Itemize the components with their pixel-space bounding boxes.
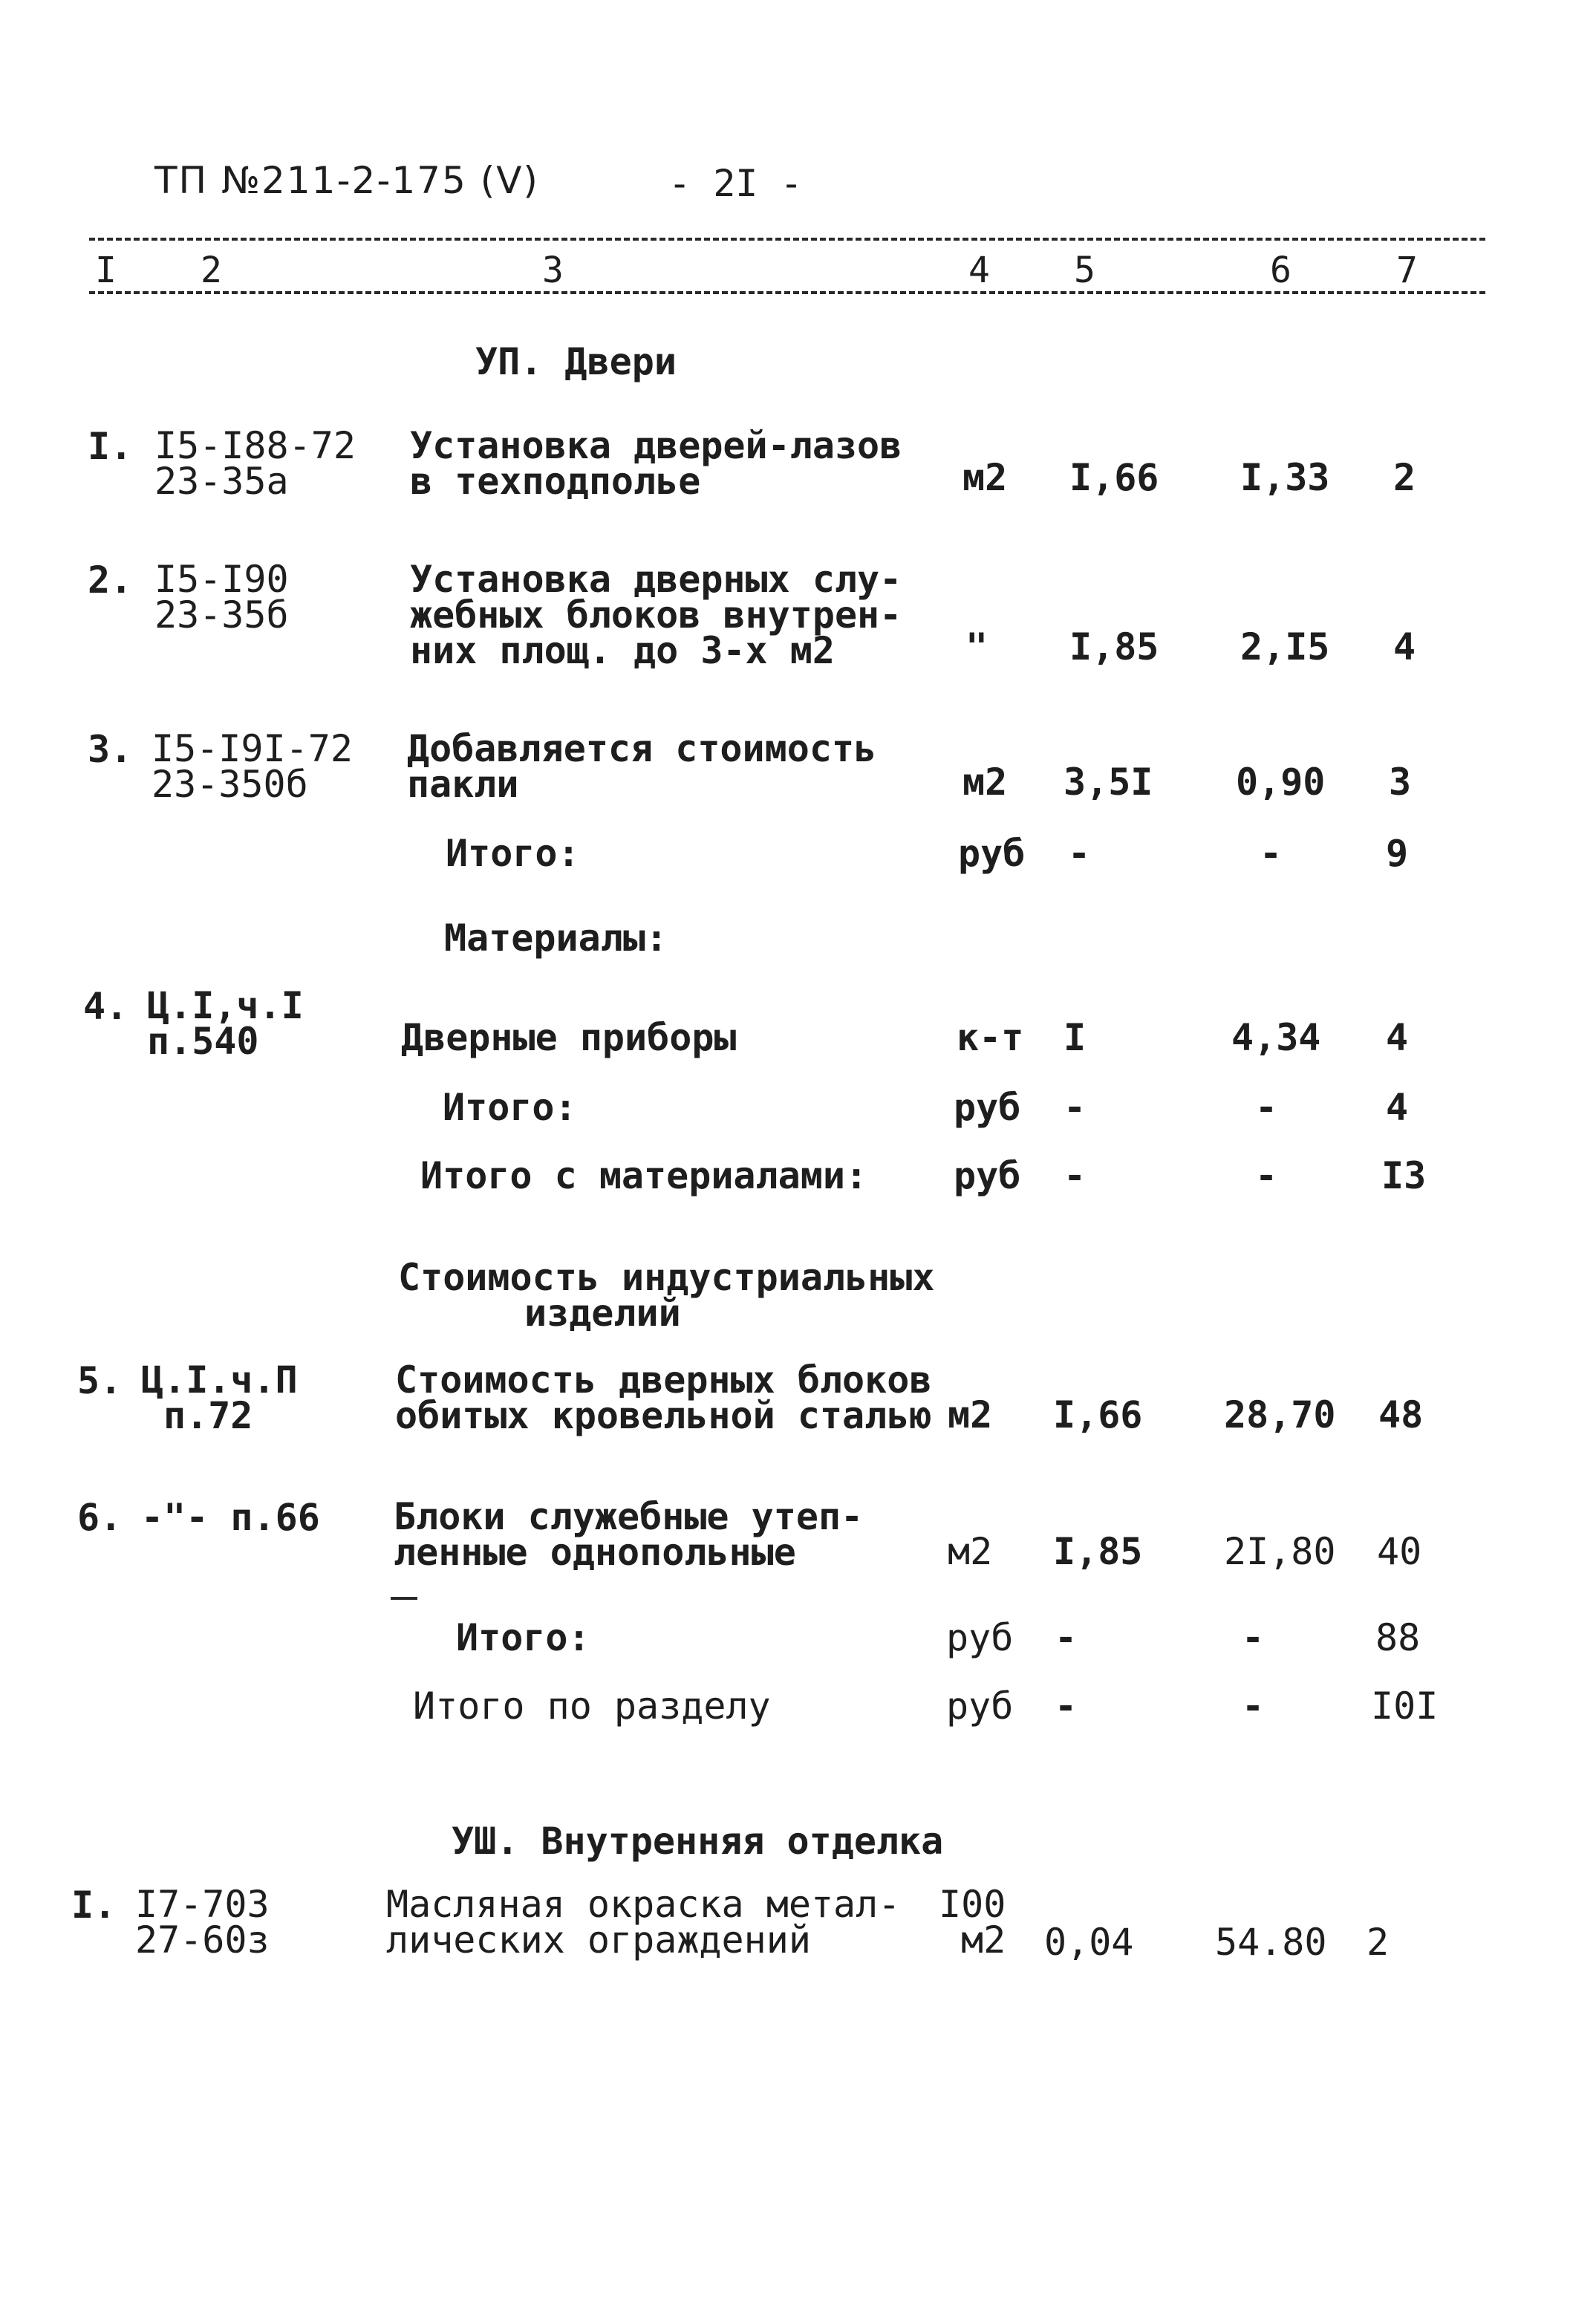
row-quantity: I,85 (1069, 625, 1159, 668)
code-line: I5-I88-72 (154, 424, 356, 467)
row-unit: " (965, 625, 988, 668)
total-sum: 9 (1386, 832, 1409, 875)
row-code: -"- п.66 (141, 1496, 320, 1539)
description-line: ленные однопольные (394, 1531, 796, 1574)
description-line: Стоимость дверных блоков (395, 1358, 932, 1402)
document-code: ТП №211-2-175 (V) (154, 159, 539, 202)
row-description (386, 1883, 901, 1962)
description-line: жебных блоков внутрен- (410, 593, 902, 637)
row-sum: 4 (1393, 625, 1416, 668)
total-sum: 4 (1386, 1086, 1409, 1129)
description-line: обитых кровельной сталью (395, 1394, 932, 1437)
row-sum: 48 (1378, 1393, 1424, 1436)
row-quantity: I (1064, 1016, 1087, 1059)
row-price: 4,34 (1231, 1016, 1321, 1059)
row-sum: 4 (1386, 1016, 1409, 1059)
section-title: УП. Двери (475, 340, 677, 383)
row-price: 54.80 (1215, 1921, 1327, 1964)
code-line: 23-35б (154, 593, 289, 637)
row-price: 28,70 (1224, 1393, 1336, 1436)
row-quantity: I,66 (1069, 456, 1159, 499)
row-code (147, 984, 304, 1063)
total-price: - (1242, 1616, 1265, 1659)
column-header-4: 4 (968, 250, 990, 291)
total-sum: 88 (1375, 1616, 1421, 1659)
heading-line: изделий (524, 1292, 681, 1335)
row-code (135, 1883, 270, 1962)
row-code (141, 1358, 298, 1437)
total-unit: руб (946, 1616, 1014, 1659)
code-line: 23-350б (152, 763, 308, 806)
row-price: 2,I5 (1240, 625, 1330, 668)
total-qty: - (1055, 1685, 1078, 1728)
total-qty: - (1064, 1086, 1087, 1129)
description-line: в техподполье (410, 460, 701, 503)
column-header-5: 5 (1074, 250, 1095, 291)
total-qty: - (1064, 1154, 1087, 1197)
total-price: - (1255, 1086, 1278, 1129)
description-line: Добавляется стоимость (407, 727, 877, 770)
column-header-3: 3 (542, 250, 564, 291)
section-title: УШ. Внутренняя отделка (452, 1820, 944, 1863)
row-unit: м2 (963, 456, 1008, 499)
code-line: Ц.I.ч.П (141, 1358, 298, 1402)
row-quantity: 3,5I (1064, 761, 1153, 804)
total-qty: - (1068, 832, 1091, 875)
industrial-heading (398, 1256, 935, 1335)
row-unit: м2 (963, 761, 1008, 804)
total-unit: руб (954, 1086, 1021, 1129)
row-description (395, 1358, 932, 1437)
description-line: пакли (407, 763, 519, 806)
page-number: - 2I - (668, 162, 803, 205)
code-line: 23-35а (154, 460, 289, 503)
description-line: Масляная окраска метал- (386, 1883, 901, 1926)
row-sum: 40 (1377, 1530, 1422, 1573)
total-label: Итого: (443, 1086, 577, 1129)
total-price: - (1255, 1154, 1278, 1197)
row-description (407, 727, 877, 806)
row-description (410, 424, 902, 503)
total-label: Итого с материалами: (420, 1154, 868, 1197)
row-number: 2. (88, 559, 133, 602)
row-quantity: I,66 (1053, 1393, 1143, 1436)
description-line: Установка дверей-лазов (410, 424, 902, 467)
total-label: Итого по разделу (413, 1685, 771, 1728)
materials-heading: Материалы: (444, 917, 668, 960)
column-header-6: 6 (1270, 250, 1292, 291)
row-unit: к-т (957, 1016, 1024, 1059)
row-number: 3. (88, 728, 133, 771)
column-header-2: 2 (201, 250, 222, 291)
total-price: - (1242, 1685, 1265, 1728)
total-label: Итого: (456, 1616, 590, 1659)
header-rule-bottom (89, 291, 1485, 294)
total-label: Итого: (446, 832, 580, 875)
stray-mark (391, 1597, 417, 1600)
total-qty: - (1055, 1616, 1078, 1659)
code-line: I7-703 (135, 1883, 270, 1926)
total-sum: I0I (1371, 1685, 1439, 1728)
row-number: I. (88, 425, 133, 468)
code-line: Ц.I,ч.I (147, 984, 304, 1027)
row-unit (939, 1883, 1006, 1962)
code-line: п.540 (147, 1020, 259, 1063)
row-description (410, 558, 902, 672)
total-unit: руб (954, 1154, 1021, 1197)
row-unit: м2 (948, 1393, 993, 1436)
total-unit: руб (958, 832, 1026, 875)
description-line: них площ. до 3-х м2 (410, 629, 835, 672)
row-number: I. (71, 1884, 117, 1927)
header-rule-top (89, 238, 1485, 241)
row-price: 0,90 (1236, 761, 1326, 804)
row-quantity: 0,04 (1044, 1921, 1134, 1964)
row-sum: 3 (1389, 761, 1412, 804)
total-unit: руб (946, 1685, 1014, 1728)
code-line: I5-I9I-72 (152, 727, 353, 770)
row-sum: 2 (1393, 456, 1416, 499)
row-description: Дверные приборы (401, 1016, 737, 1059)
description-line: Установка дверных слу- (410, 558, 902, 601)
row-description (394, 1495, 864, 1574)
column-header-1: I (95, 250, 117, 291)
description-line: Блоки служебные утеп- (394, 1495, 864, 1538)
column-header-7: 7 (1396, 250, 1418, 291)
row-code (152, 727, 353, 806)
row-quantity: I,85 (1053, 1530, 1143, 1573)
row-unit: м2 (948, 1530, 993, 1573)
row-number: 5. (77, 1359, 123, 1402)
code-line: п.72 (163, 1394, 253, 1437)
total-price: - (1260, 832, 1283, 875)
row-code (154, 424, 356, 503)
row-sum: 2 (1367, 1921, 1390, 1964)
row-price: I,33 (1240, 456, 1330, 499)
row-code (154, 558, 289, 637)
row-number: 4. (83, 985, 128, 1028)
code-line: I5-I90 (154, 558, 289, 601)
total-sum: I3 (1381, 1154, 1427, 1197)
row-price: 2I,80 (1224, 1530, 1336, 1573)
code-line: 27-60з (135, 1918, 270, 1962)
unit-line: м2 (961, 1918, 1006, 1962)
row-number: 6. (77, 1496, 123, 1539)
description-line: лических ограждений (386, 1918, 811, 1962)
unit-line: I00 (939, 1883, 1006, 1926)
heading-line: Стоимость индустриальных (398, 1256, 935, 1299)
